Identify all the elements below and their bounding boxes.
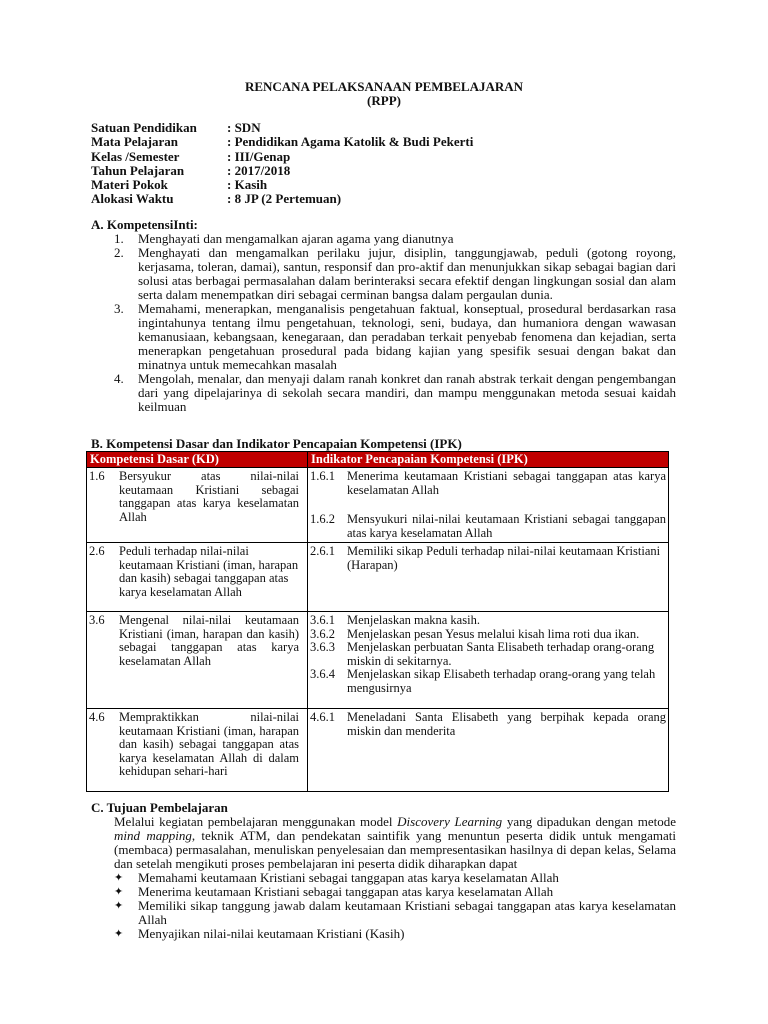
list-number: 4. <box>114 371 124 386</box>
kd-number: 2.6 <box>89 544 105 558</box>
table-row <box>87 709 669 792</box>
ipk-text: Meneladani Santa Elisabeth yang berpihak kepada orang miskin dan menderita <box>347 710 666 738</box>
ipk-item <box>310 470 666 497</box>
ipk-item <box>310 711 666 738</box>
four-point-star-icon: ✦ <box>114 886 124 898</box>
meta-label: Mata Pelajaran <box>91 134 179 150</box>
section-c-heading: C. Tujuan Pembelajaran <box>91 800 228 815</box>
four-point-star-icon: ✦ <box>114 872 124 884</box>
meta-value: : Kasih <box>227 177 268 193</box>
list-text: Mengolah, menalar, dan menyaji dalam ranah konkret dan ranah abstrak terkait dengan pengembangan dari yang dipelajarinya di sekolah secara mandiri, dan mampu menggunakan metoda sesuai kaidah keilmuan <box>138 371 676 414</box>
ipk-number: 4.6.1 <box>310 710 335 724</box>
meta-label: Kelas /Semester <box>91 148 180 164</box>
ipk-cell <box>308 709 669 792</box>
ipk-text: Menjelaskan sikap Elisabeth terhadap orang-orang yang telah mengusirnya <box>347 667 656 695</box>
ipk-number: 1.6.2 <box>310 512 335 526</box>
kd-cell <box>87 543 308 612</box>
section-a-heading: A. KompetensiInti: <box>91 217 198 232</box>
four-point-star-icon: ✦ <box>114 928 124 940</box>
ipk-item <box>310 513 666 540</box>
list-item <box>114 246 676 302</box>
meta-value: : 8 JP (2 Pertemuan) <box>227 191 342 207</box>
tujuan-block <box>114 815 676 941</box>
kd-text: Peduli terhadap nilai-nilai keutamaan Kristiani (iman, harapan dan kasih) sebagai tanggapan atas karya keselamatan Allah <box>119 544 299 599</box>
goal-text: Menyajikan nilai-nilai keutamaan Kristiani (Kasih) <box>138 926 405 941</box>
list-number: 1. <box>114 231 124 246</box>
ipk-item <box>310 641 666 668</box>
ipk-text: Menerima keutamaan Kristiani sebagai tanggapan atas karya keselamatan Allah <box>347 469 666 497</box>
meta-label: Tahun Pelajaran <box>91 162 185 178</box>
list-text: Memahami, menerapkan, menganalisis pengetahuan faktual, konseptual, prosedural berdasarkan rasa ingintahunya tentang ilmu pengetahuan, teknologi, seni, budaya, dan humaniora dengan wawasan kemanusiaan, kebangsaan, kenegaraan, dan peradaban terkait penyebab fenomena dan kejadian, serta menerapkan pengetahuan prosedural pada bidang kajian yang spesifik sesuai dengan bakat dan minatnya untuk memecahkan masalah <box>138 301 676 372</box>
ipk-number: 3.6.1 <box>310 613 335 627</box>
ipk-number: 3.6.3 <box>310 640 335 654</box>
goal-item <box>114 899 676 927</box>
section-b-heading: B. Kompetensi Dasar dan Indikator Pencapaian Kompetensi (IPK) <box>91 436 462 451</box>
meta-value: : Pendidikan Agama Katolik & Budi Pekerti <box>227 134 474 150</box>
kd-cell <box>87 468 308 543</box>
goal-text: Menerima keutamaan Kristiani sebagai tanggapan atas karya keselamatan Allah <box>138 884 554 899</box>
meta-value: : 2017/2018 <box>227 162 291 178</box>
meta-row <box>91 135 473 149</box>
intro-emphasis: Discovery Learning <box>397 814 503 829</box>
goal-item <box>114 871 676 885</box>
intro-emphasis: mind mapping <box>114 828 192 843</box>
list-number: 2. <box>114 245 124 260</box>
ipk-text: Menjelaskan makna kasih. <box>347 613 480 627</box>
meta-row <box>91 164 473 178</box>
tujuan-intro <box>114 815 676 871</box>
meta-value: : SDN <box>227 120 261 135</box>
kd-ipk-table <box>86 451 669 792</box>
ipk-cell <box>308 612 669 709</box>
meta-label: Materi Pokok <box>91 177 168 193</box>
meta-label: Satuan Pendidikan <box>91 120 197 135</box>
goal-text: Memahami keutamaan Kristiani sebagai tanggapan atas karya keselamatan Allah <box>138 870 559 885</box>
list-number: 3. <box>114 301 124 316</box>
ipk-number: 1.6.1 <box>310 469 335 483</box>
ipk-number: 3.6.4 <box>310 667 335 681</box>
ipk-number: 3.6.2 <box>310 626 335 641</box>
ipk-text: Mensyukuri nilai-nilai keutamaan Kristiani sebagai tanggapan atas karya keselamatan Allah <box>347 512 666 540</box>
ipk-item <box>310 628 666 642</box>
column-header-ipk: Indikator Pencapaian Kompetensi (IPK) <box>308 452 669 468</box>
meta-label: Alokasi Waktu <box>91 191 174 207</box>
kd-number: 3.6 <box>89 613 105 627</box>
goal-item <box>114 885 676 899</box>
goal-item <box>114 927 676 941</box>
ipk-item <box>310 614 666 628</box>
kd-text: Bersyukur atas nilai-nilai keutamaan Kristiani sebagai tanggapan atas karya keselamatan Allah <box>119 469 299 524</box>
ipk-text: Menjelaskan pesan Yesus melalui kisah lima roti dua ikan. <box>347 626 640 641</box>
list-item <box>114 302 676 372</box>
ipk-cell <box>308 543 669 612</box>
table-header-row <box>87 452 669 468</box>
ipk-text: Menjelaskan perbuatan Santa Elisabeth terhadap orang-orang miskin di sekitarnya. <box>347 640 655 668</box>
meta-row <box>91 192 473 206</box>
intro-text: , teknik ATM, dan pendekatan saintifik yang menuntun peserta didik untuk mengamati (membaca) permasalahan, menuliskan penyelesaian dan mempresentasikan hasilnya di depan kelas, Selama dan setelah mengikuti proses pembelajaran ini peserta didik diharapkan dapat <box>114 828 676 871</box>
identity-block <box>91 121 473 207</box>
kompetensi-inti-list <box>114 232 676 414</box>
document-title: RENCANA PELAKSANAAN PEMBELAJARAN <box>244 79 524 94</box>
meta-row <box>91 150 473 164</box>
goal-text: Memiliki sikap tanggung jawab dalam keutamaan Kristiani sebagai tanggapan atas karya keselamatan Allah <box>138 898 676 927</box>
kd-cell <box>87 709 308 792</box>
kd-number: 1.6 <box>89 469 105 483</box>
list-item <box>114 372 676 414</box>
kd-text: Mengenal nilai-nilai keutamaan Kristiani (iman, harapan dan kasih) sebagai tanggapan atas karya keselamatan Allah <box>119 613 299 668</box>
kd-cell <box>87 612 308 709</box>
ipk-number: 2.6.1 <box>310 544 335 558</box>
list-text: Menghayati dan mengamalkan perilaku jujur, disiplin, tanggungjawab, peduli (gotong royong, kerjasama, toleran, damai), santun, responsif dan pro-aktif dan menunjukkan sikap sebagai bagian dari solusi atas berbagai permasalahan dalam berinteraksi secara efektif dengan lingkungan sosial dan alam serta dalam menempatkan diri sebagai cerminan bangsa dalam pergaulan dunia. <box>138 245 676 302</box>
table-row <box>87 468 669 543</box>
table-row <box>87 612 669 709</box>
four-point-star-icon: ✦ <box>114 900 124 912</box>
ipk-cell <box>308 468 669 543</box>
ipk-text: Memiliki sikap Peduli terhadap nilai-nilai keutamaan Kristiani (Harapan) <box>347 544 661 572</box>
ipk-item <box>310 545 666 572</box>
meta-row <box>91 178 473 192</box>
document-subtitle: (RPP) <box>367 93 401 108</box>
meta-value: : III/Genap <box>227 148 291 164</box>
column-header-kd: Kompetensi Dasar (KD) <box>87 452 308 468</box>
meta-row <box>91 121 473 135</box>
kd-number: 4.6 <box>89 710 105 724</box>
list-text: Menghayati dan mengamalkan ajaran agama yang dianutnya <box>138 231 454 246</box>
ipk-item <box>310 668 666 695</box>
intro-text: Melalui kegiatan pembelajaran menggunakan model <box>114 814 398 829</box>
table-row <box>87 543 669 612</box>
intro-text: yang dipadukan dengan metode <box>502 814 676 829</box>
list-item <box>114 232 676 246</box>
kd-text: Mempraktikkan nilai-nilai keutamaan Kristiani (iman, harapan dan kasih) sebagai tanggapan atas karya keselamatan Allah di dalam kehidupan sehari-hari <box>119 710 299 778</box>
